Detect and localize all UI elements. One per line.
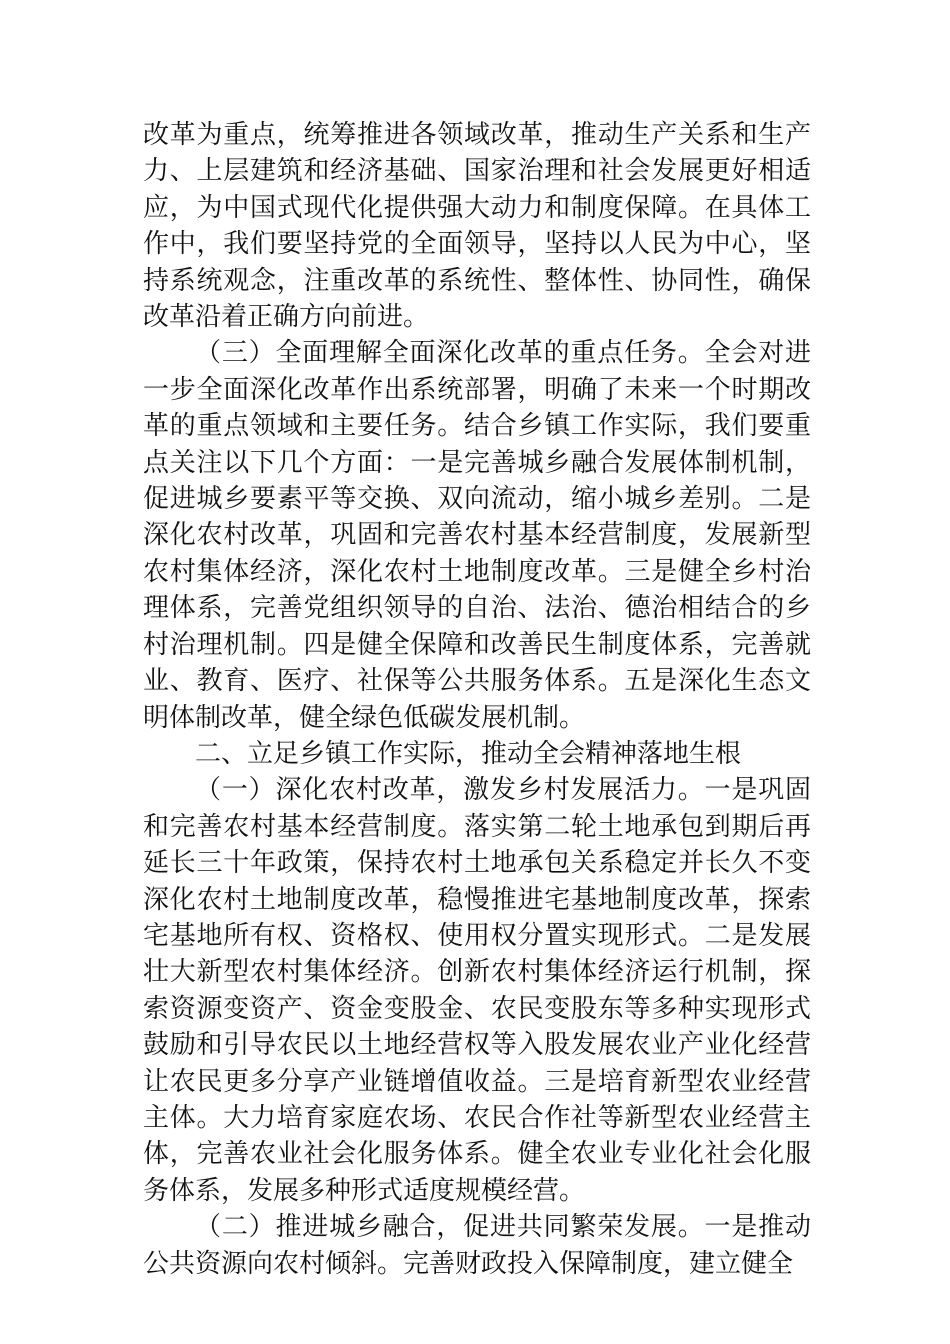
document-page — [143, 117, 811, 1282]
paragraph-continuation: 改革为重点，统筹推进各领域改革，推动生产关系和生产力、上层建筑和经济基础、国家治理和社会发展更好相适应，为中国式现代化提供强大动力和制度保障。在具体工作中，我们要坚持党的全面领导，坚持以人民为中心，坚持系统观念，注重改革的系统性、整体性、协同性，确保改革沿着正确方向前进。 — [143, 120, 811, 333]
paragraph-key-tasks: （三）全面理解全面深化改革的重点任务。全会对进一步全面深化改革作出系统部署，明确了未来一个时期改革的重点领域和主要任务。结合乡镇工作实际，我们要重点关注以下几个方面：一是完善城乡融合发展体制机制，促进城乡要素平等交换、双向流动，缩小城乡差别。二是深化农村改革，巩固和完善农村基本经营制度，发展新型农村集体经济，深化农村土地制度改革。三是健全乡村治理体系，完善党组织领导的自治、法治、德治相结合的乡村治理机制。四是健全保障和改善民生制度体系，完善就业、教育、医疗、社保等公共服务体系。五是深化生态文明体制改革，健全绿色低碳发展机制。 — [143, 338, 811, 733]
paragraph-rural-reform: （一）深化农村改革，激发乡村发展活力。一是巩固和完善农村基本经营制度。落实第二轮土地承包到期后再延长三十年政策，保持农村土地承包关系稳定并长久不变深化农村土地制度改革，稳慢推进宅基地制度改革，探索宅基地所有权、资格权、使用权分置实现形式。二是发展壮大新型农村集体经济。创新农村集体经济运行机制，探索资源变资产、资金变股金、农民变股东等多种实现形式鼓励和引导农民以土地经营权等入股发展农业产业化经营让农民更多分享产业链增值收益。三是培育新型农业经营主体。大力培育家庭农场、农民合作社等新型农业经营主体，完善农业社会化服务体系。健全农业专业化社会化服务体系，发展多种形式适度规模经营。 — [143, 775, 811, 1206]
paragraph-urban-rural-integration: （二）推进城乡融合，促进共同繁荣发展。一是推动公共资源向农村倾斜。完善财政投入保障制度，建立健全 — [143, 1212, 811, 1279]
section-heading: 二、立足乡镇工作实际，推动全会精神落地生根 — [195, 738, 742, 769]
